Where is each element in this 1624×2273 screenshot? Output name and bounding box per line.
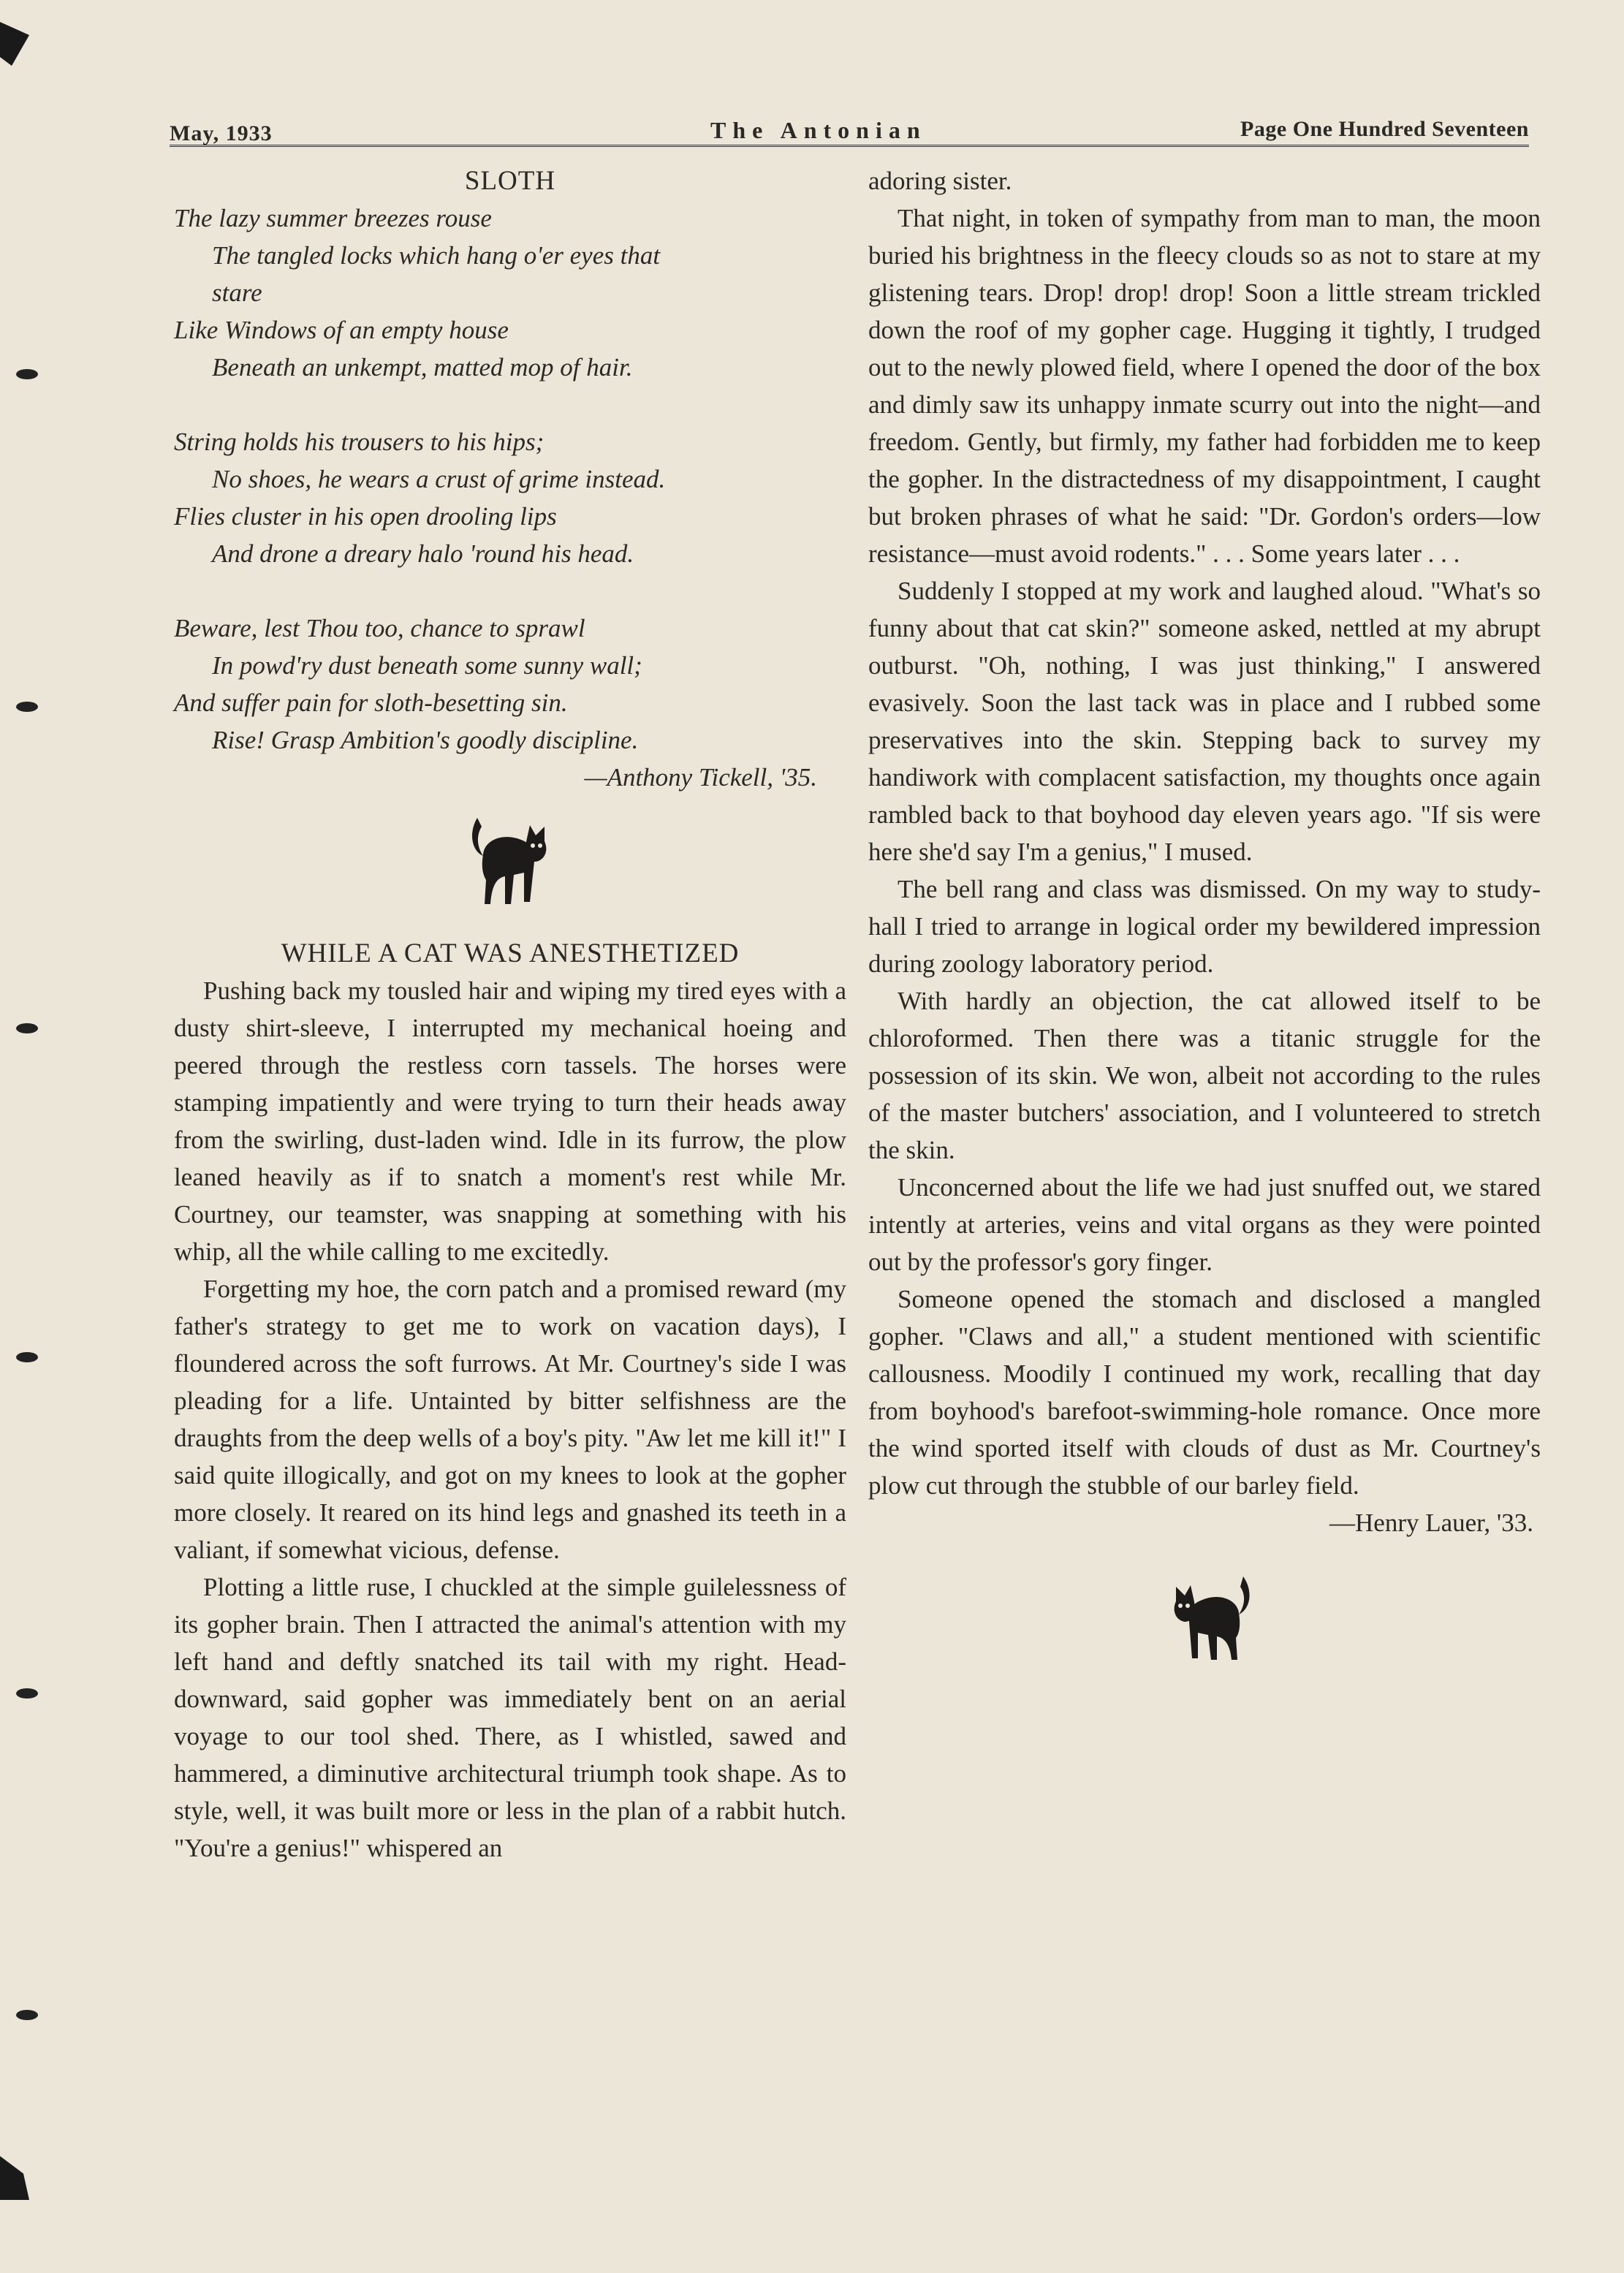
poem-line: stare xyxy=(212,278,262,307)
poem-body xyxy=(174,200,846,796)
story-paragraph: Someone opened the stomach and disclosed a mangled gopher. "Claws and all," a student mentioned with scientific callousness. Moodily I continued my work, recalling that day from boyhood's barefoot-swimming-hole romance. Once more the wind sported itself with clouds of dust as Mr. Courtney's plow cut through the stubble of our barley field. xyxy=(868,1285,1541,1500)
story-paragraph: Plotting a little ruse, I chuckled at the simple guilelessness of its gopher brain. Then I attracted the animal's attention with my left hand and deftly snatched its tail with my right. Head-downward, said gopher was immediately bent on an aerial voyage to our tool shed. There, as I whistled, sawed and hammered, a diminutive architectural triumph took shape. As to style, well, it was built more or less in the plan of a rabbit hutch. "You're a genius!" whispered an xyxy=(174,1573,846,1862)
poem-line: No shoes, he wears a crust of grime instead. xyxy=(212,465,666,493)
binding-edge xyxy=(0,0,51,2273)
header-rule xyxy=(170,145,1529,147)
binding-hole xyxy=(16,2010,38,2020)
poem-title: SLOTH xyxy=(464,166,556,196)
torn-corner-bottom xyxy=(0,2156,29,2200)
left-column xyxy=(174,162,846,1867)
story-paragraph: Forgetting my hoe, the corn patch and a promised reward (my father's strategy to get me to work on vacation days), I floundered across the soft furrows. At Mr. Courtney's side I was pleading for a life. Untainted by bitter selfishness are the draughts from the deep wells of a boy's pity. "Aw let me kill it!" I said quite illogically, and got on my knees to look at the gopher more closely. It reared on its hind legs and gnashed its teeth in a valiant, if somewhat vicious, defense. xyxy=(174,1275,846,1564)
poem-line: Rise! Grasp Ambition's goodly discipline. xyxy=(212,726,639,754)
publication-title: The Antonian xyxy=(710,117,927,143)
binding-hole xyxy=(16,702,38,712)
binding-hole xyxy=(16,1688,38,1699)
cat-illustration xyxy=(174,796,846,935)
story-paragraph: Unconcerned about the life we had just snuffed out, we stared intently at arteries, veins and vital organs as they were pointed out by the professor's gory finger. xyxy=(868,1173,1541,1276)
story-paragraph-continued: adoring sister. xyxy=(868,167,1012,195)
torn-corner-top xyxy=(0,22,29,66)
story-title: WHILE A CAT WAS ANESTHETIZED xyxy=(281,938,740,968)
black-cat-icon xyxy=(463,811,558,920)
poem-line: Flies cluster in his open drooling lips xyxy=(174,502,557,531)
cat-illustration-end xyxy=(868,1541,1541,1695)
black-cat-icon xyxy=(1150,1571,1259,1673)
story-paragraph: That night, in token of sympathy from man to man, the moon buried his brightness in the fleecy clouds so as not to stare at my glistening tears. Drop! drop! drop! Soon a little stream trickled down the roof of my gopher cage. Hugging it tightly, I trudged out to the newly plowed field, where I opened the door of the box and dimly saw its unhappy inmate scurry out into the night—and freedom. Gently, but firmly, my father had forbidden me to keep the gopher. In the distractedness of my disappointment, I caught but broken phrases of what he said: "Dr. Gordon's orders—low resistance—must avoid rodents." . . . Some years later . . . xyxy=(868,204,1541,568)
binding-hole xyxy=(16,1023,38,1033)
page-number: Page One Hundred Seventeen xyxy=(1240,117,1529,141)
story-paragraph: Suddenly I stopped at my work and laughed aloud. "What's so funny about that cat skin?" someone asked, nettled at my abrupt outburst. "Oh, nothing, I was just thinking," I answered evasively. Soon the last tack was in place and I rubbed some preservatives into the skin. Stepping back to survey my handiwork with complacent satisfaction, my thoughts once again rambled back to that boyhood day eleven years ago. "If sis were here she'd say I'm a genius," I mused. xyxy=(868,577,1541,866)
poem-line: Beneath an unkempt, matted mop of hair. xyxy=(212,353,633,382)
poem-line: String holds his trousers to his hips; xyxy=(174,428,545,456)
poem-line: Beware, lest Thou too, chance to sprawl xyxy=(174,614,585,642)
issue-date: May, 1933 xyxy=(170,121,273,145)
story-paragraph: With hardly an objection, the cat allowed itself to be chloroformed. Then there was a titanic struggle for the possession of its skin. We won, albeit not according to the rules of the master butchers' association, and I volunteered to stretch the skin. xyxy=(868,987,1541,1164)
binding-hole xyxy=(16,1352,38,1362)
running-header xyxy=(170,114,1529,146)
poem-line: In powd'ry dust beneath some sunny wall; xyxy=(212,651,642,680)
poem-line: Like Windows of an empty house xyxy=(174,316,509,344)
binding-hole xyxy=(16,369,38,379)
poem-line: And suffer pain for sloth-besetting sin. xyxy=(174,688,568,717)
story-paragraph: The bell rang and class was dismissed. On my way to study-hall I tried to arrange in logical order my bewildered impression during zoology laboratory period. xyxy=(868,875,1541,978)
poem-author: —Anthony Tickell, '35. xyxy=(584,763,817,792)
right-column xyxy=(868,162,1541,1695)
story-paragraph: Pushing back my tousled hair and wiping my tired eyes with a dusty shirt-sleeve, I interrupted my mechanical hoeing and peered through the restless corn tassels. The horses were stamping impatiently and were trying to turn their heads away from the swirling, dust-laden wind. Idle in its furrow, the plow leaned heavily as if to snatch a moment's rest while Mr. Courtney, our teamster, was snapping at something with his whip, all the while calling to me excitedly. xyxy=(174,976,846,1266)
poem-line: The lazy summer breezes rouse xyxy=(174,204,492,232)
poem-line: And drone a dreary halo 'round his head. xyxy=(212,539,634,568)
poem-line: The tangled locks which hang o'er eyes that xyxy=(212,241,661,270)
story-author: —Henry Lauer, '33. xyxy=(1329,1509,1533,1537)
